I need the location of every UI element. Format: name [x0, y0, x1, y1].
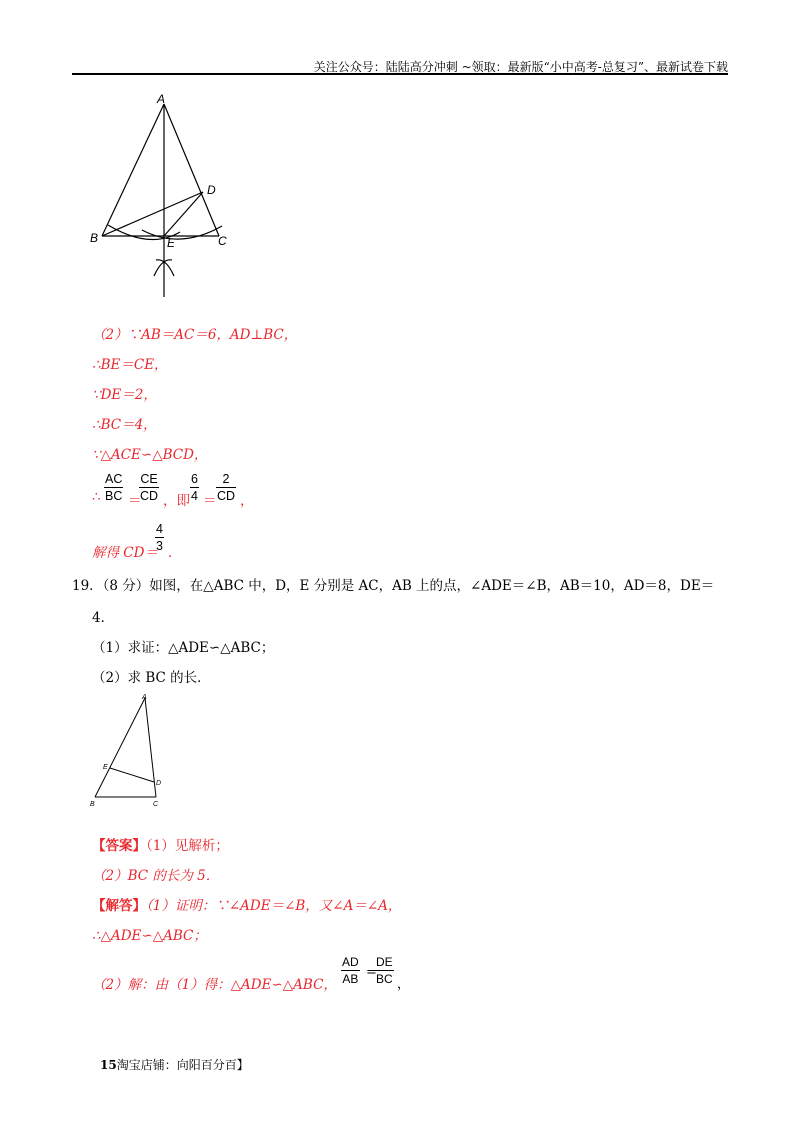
segment-ed [164, 192, 203, 236]
equals-1: ＝ [128, 493, 142, 509]
frac-den: CD [217, 489, 236, 503]
ji-text: ，即 [163, 493, 190, 509]
fraction-6-4 [190, 472, 199, 503]
answer-line-1 [92, 834, 229, 854]
answer-part-1: （1）见解析； [146, 838, 229, 854]
frac-num: AC [105, 472, 123, 486]
figure-triangle-ade [85, 690, 175, 815]
solution-line-4: ∴BC＝4， [92, 417, 157, 433]
fraction-de-bc [375, 955, 394, 986]
solution-line-3: ∵DE＝2， [92, 387, 157, 403]
side-ab [95, 698, 145, 797]
frac-den: AB [342, 972, 359, 986]
figure-triangle-abc-construction [80, 90, 250, 300]
fraction-2-cd [216, 472, 236, 503]
side-ab [102, 104, 164, 236]
q19-part-1: （1）求证：△ADE∽△ABC； [92, 640, 275, 656]
frac-den: 3 [156, 539, 163, 553]
label-a: A [157, 92, 166, 106]
shop-name: 淘宝店铺：向阳百分百】 [116, 1058, 249, 1072]
frac-num: 4 [156, 522, 163, 536]
label-b: B [90, 231, 99, 245]
label-d: D [207, 183, 216, 197]
arc-from-c [142, 226, 222, 239]
side-ac [145, 698, 156, 797]
solution-line-2: ∴△ADE∽△ABC； [92, 928, 207, 944]
frac-num: DE [376, 955, 393, 969]
therefore-symbol: ∴ [92, 489, 101, 505]
page-footer [100, 1056, 249, 1073]
fraction-4-3 [155, 522, 164, 553]
solution-line-1 [92, 894, 401, 914]
fraction-ce-cd [139, 472, 159, 503]
equals-2: ＝ [203, 493, 217, 509]
frac-num: 6 [191, 472, 198, 486]
comma: ， [240, 493, 254, 509]
label-b: B [90, 801, 95, 808]
solution-proof: （1）证明：∵∠ADE＝∠B，又∠A＝∠A， [146, 898, 402, 914]
label-c: C [218, 234, 227, 248]
label-e: E [103, 764, 108, 771]
header-rule [72, 73, 728, 75]
label-a: A [142, 694, 147, 701]
solve-cd-text: 解得 CD＝ [92, 545, 158, 561]
side-ac [164, 104, 219, 236]
frac-num: CE [140, 472, 158, 486]
solution-tag: 【解答】 [92, 898, 146, 914]
label-d: D [156, 780, 162, 787]
page-header: 关注公众号：陆陆高分冲刺 ~领取：最新版“小中高考-总复习”、最新试卷下载 [313, 60, 728, 74]
frac-den: BC [105, 489, 123, 503]
solution-line-5: ∵△ACE∽△BCD， [92, 447, 208, 463]
solution-line-2: ∴BE＝CE， [92, 357, 168, 373]
label-c: C [153, 801, 159, 808]
q19-stem-line-2: 4． [92, 610, 115, 626]
answer-tag: 【答案】 [92, 838, 146, 854]
answer-part-2: （2）BC 的长为 5． [92, 868, 220, 884]
segment-ed [110, 768, 154, 782]
solution-line-1: （2）∵AB＝AC＝6，AD⊥BC， [92, 327, 298, 343]
q19-part-2: （2）求 BC 的长． [92, 670, 211, 686]
frac-den: BC [376, 972, 393, 986]
frac-num: AD [342, 955, 359, 969]
frac-num: 2 [222, 472, 230, 486]
comma-black: ， [397, 977, 411, 992]
frac-den: 4 [191, 489, 198, 503]
fraction-ac-bc [104, 472, 123, 503]
solution-line-3: （2）解：由（1）得：△ADE∽△ABC， [92, 977, 337, 993]
page-number: 15 [100, 1058, 117, 1072]
label-e: E [167, 236, 176, 250]
frac-den: CD [140, 489, 159, 503]
period: ． [168, 545, 182, 561]
fraction-ad-ab [341, 955, 360, 986]
equals-3: = [366, 965, 377, 980]
q19-stem-line-1: 19．（8 分）如图，在△ABC 中，D，E 分别是 AC，AB 上的点，∠ADE＝∠B，AB＝10，AD＝8，DE＝ [72, 578, 715, 594]
